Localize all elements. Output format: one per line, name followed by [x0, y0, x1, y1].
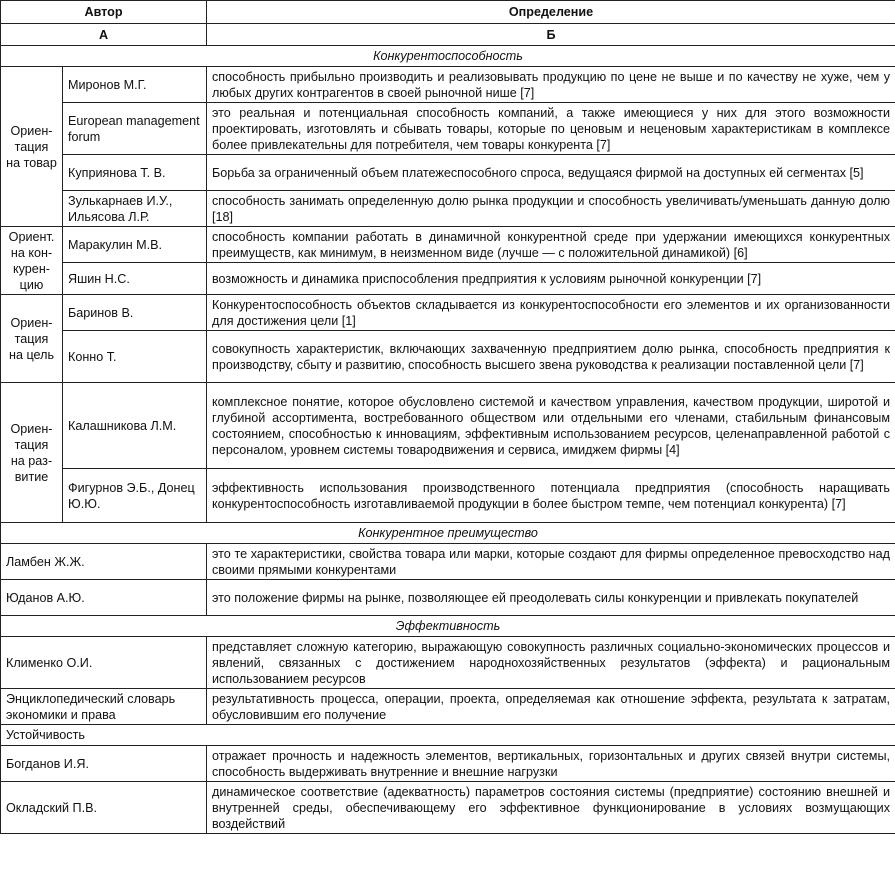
- author-header: Автор: [1, 1, 207, 24]
- definition-cell: Конкурентоспособность объектов складывается из конкурентоспособности его элементов и их организованности для достижения цели [1]: [207, 295, 895, 331]
- author-cell: Калашникова Л.М.: [63, 383, 207, 469]
- section-title-efficiency: Эффективность: [1, 616, 895, 637]
- table-row: [1, 383, 895, 469]
- definition-cell: Борьба за ограниченный объем платежеспособного спроса, ведущаяся фирмой на доступных ей сегментах [5]: [207, 155, 895, 191]
- definition-header: Определение: [207, 1, 895, 24]
- definition-cell: совокупность характеристик, включающих захваченную предприятием долю рынка, способность предприятия к производству, сбыту и развитию, способность высшего звена руководства к реализации поставленной цели [7]: [207, 331, 895, 383]
- section-title-competitiveness: Конкурентоспособность: [1, 46, 895, 67]
- section-title-stability: Устойчивость: [1, 725, 895, 746]
- author-cell: Ламбен Ж.Ж.: [1, 544, 207, 580]
- group-label-goal: Ориентация на цель: [1, 295, 63, 383]
- definition-cell: способность занимать определенную долю рынка продукции и способность увеличивать/уменьшать данную долю [18]: [207, 191, 895, 227]
- table-row: [1, 782, 895, 834]
- author-cell: Куприянова Т. В.: [63, 155, 207, 191]
- author-cell: Богданов И.Я.: [1, 746, 207, 782]
- author-cell: Баринов В.: [63, 295, 207, 331]
- definition-cell: эффективность использования производственного потенциала предприятия (способность наращивать конкурентоспособность изготавливаемой продукции в более быстром темпе, чем потенциал конкурента) [7]: [207, 469, 895, 523]
- section-row: [1, 46, 895, 67]
- definition-cell: отражает прочность и надежность элементов, вертикальных, горизонтальных и других связей внутри системы, способность выдерживать внутренние и внешние нагрузки: [207, 746, 895, 782]
- table-row: [1, 191, 895, 227]
- definition-cell: возможность и динамика приспособления предприятия к условиям рыночной конкуренции [7]: [207, 263, 895, 295]
- definition-column-letter: Б: [207, 24, 895, 46]
- author-cell: Фигурнов Э.Б., Донец Ю.Ю.: [63, 469, 207, 523]
- definition-cell: это положение фирмы на рынке, позволяющее ей преодолевать силы конкуренции и привлекать покупателей: [207, 580, 895, 616]
- author-cell: Зулькарнаев И.У., Ильясова Л.Р.: [63, 191, 207, 227]
- definition-cell: комплексное понятие, которое обусловлено системой и качеством управления, качеством продукции, широтой и глубиной ассортимента, востребованного обществом или отдельными его членами, стабильным финансовым состоянием, способностью к инновациям, эффективным использованием ресурсов, целенаправленной работой с персоналом, уровнем системы товародвижения и сервиса, имиджем фирмы [4]: [207, 383, 895, 469]
- definition-cell: представляет сложную категорию, выражающую совокупность различных социально-экономических процессов и явлений, связанных с достижением народнохозяйственных результатов (эффекта) и рациональным использованием ресурсов: [207, 637, 895, 689]
- definition-cell: это те характеристики, свойства товара или марки, которые создают для фирмы определенное превосходство над своими прямыми конкурентами: [207, 544, 895, 580]
- author-cell: Окладский П.В.: [1, 782, 207, 834]
- table-row: [1, 263, 895, 295]
- section-row: [1, 523, 895, 544]
- table-row: [1, 637, 895, 689]
- table-row: [1, 227, 895, 263]
- definition-cell: динамическое соответствие (адекватность) параметров состояния системы (предприятие) состоянию внешней и внутренней среды, обеспечивающему его эффективное функционирование в условиях возмущающих воздействий: [207, 782, 895, 834]
- group-label-development: Ориентация на развитие: [1, 383, 63, 523]
- table-row: [1, 544, 895, 580]
- table-row: [1, 689, 895, 725]
- table-row: [1, 746, 895, 782]
- author-cell: Маракулин М.В.: [63, 227, 207, 263]
- author-cell: Яшин Н.С.: [63, 263, 207, 295]
- definition-cell: способность компании работать в динамичной конкурентной среде при удержании имеющихся конкурентных преимуществ, как минимум, в неизменном виде (лучше — с положительной динамикой) [6]: [207, 227, 895, 263]
- table-row: [1, 580, 895, 616]
- table-row: [1, 331, 895, 383]
- definition-cell: способность прибыльно производить и реализовывать продукцию по цене не выше и по качеству не хуже, чем у любых других контрагентов в своей рыночной нише [7]: [207, 67, 895, 103]
- author-cell: Юданов А.Ю.: [1, 580, 207, 616]
- section-title-advantage: Конкурентное преимущество: [1, 523, 895, 544]
- section-row: [1, 616, 895, 637]
- table-row: [1, 67, 895, 103]
- column-letter-row: [1, 24, 895, 46]
- definition-cell: это реальная и потенциальная способность компаний, а также имеющиеся у них для этого возможности проектировать, изготовлять и сбывать товары, которые по ценовым и неценовым характеристикам в комплексе более привлекательны для потребителя, чем товары конкурента [7]: [207, 103, 895, 155]
- author-cell: Энциклопедический словарь экономики и права: [1, 689, 207, 725]
- author-cell: Клименко О.И.: [1, 637, 207, 689]
- table-row: [1, 103, 895, 155]
- author-cell: European management forum: [63, 103, 207, 155]
- table-row: [1, 469, 895, 523]
- author-column-letter: А: [1, 24, 207, 46]
- table-row: [1, 295, 895, 331]
- table-header-row: [1, 1, 895, 24]
- section-row: [1, 725, 895, 746]
- definition-cell: результативность процесса, операции, проекта, определяемая как отношение эффекта, результата к затратам, обусловившим его получение: [207, 689, 895, 725]
- table-row: [1, 155, 895, 191]
- author-cell: Миронов М.Г.: [63, 67, 207, 103]
- author-cell: Конно Т.: [63, 331, 207, 383]
- group-label-competition: Ориент. на конкуренцию: [1, 227, 63, 295]
- group-label-product: Ориентация на товар: [1, 67, 63, 227]
